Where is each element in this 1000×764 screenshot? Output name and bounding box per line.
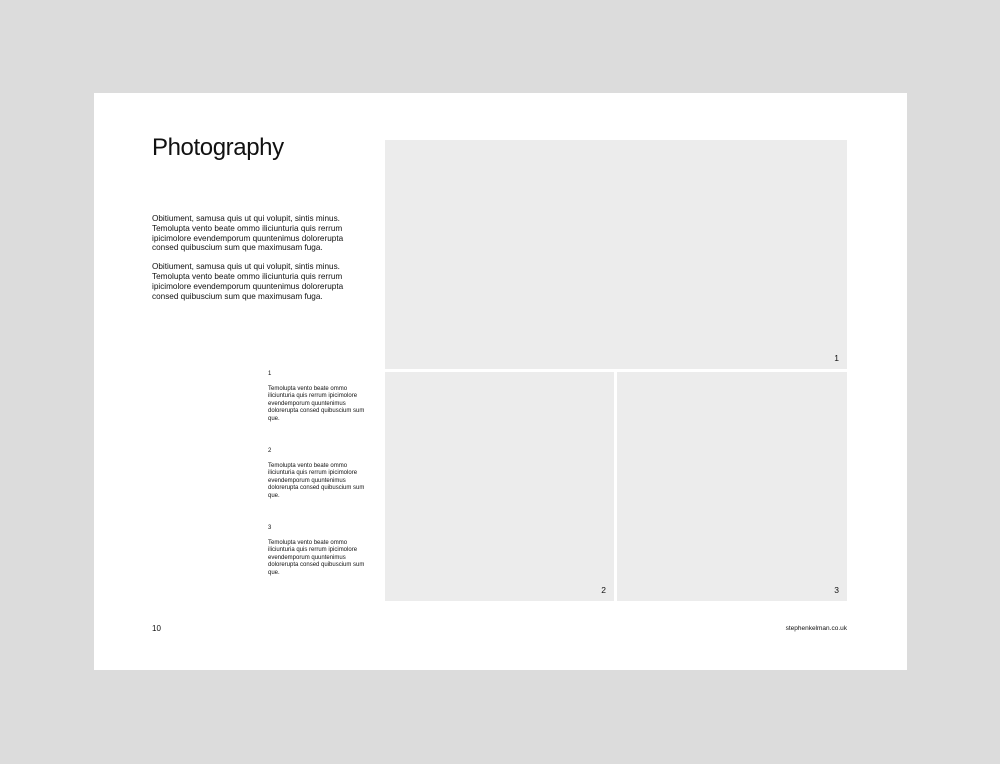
document-page [94,93,907,670]
caption-text: Temolupta vento beate ommo iliciunturia quis rerrum ipicimolore evendemporum quuntenimus dolorerupta consed quibuscium sum que. [268,540,365,576]
caption-1 [268,370,368,423]
caption-3 [268,524,368,577]
page-title: Photography [152,134,284,161]
photo-placeholder-1 [385,140,847,369]
website-link[interactable]: stephenkelman.co.uk [785,625,847,632]
caption-text: Temolupta vento beate ommo iliciunturia quis rerrum ipicimolore evendemporum quuntenimus dolorerupta consed quibuscium sum que. [268,463,365,499]
caption-text: Temolupta vento beate ommo iliciunturia quis rerrum ipicimolore evendemporum quuntenimus dolorerupta consed quibuscium sum que. [268,386,365,422]
intro-paragraph: Obitiument, samusa quis ut qui volupit, sintis minus. Temolupta vento beate ommo iliciunturia quis rerrum ipicimolore evendemporum quuntenimus dolorerupta consed quibuscium sum que maximusam fuga. [152,214,344,253]
photo-number: 1 [834,353,839,363]
photo-number: 3 [834,585,839,595]
intro-paragraph: Obitiument, samusa quis ut qui volupit, sintis minus. Temolupta vento beate ommo iliciunturia quis rerrum ipicimolore evendemporum quuntenimus dolorerupta consed quibuscium sum que maximusam fuga. [152,262,344,301]
photo-placeholder-3 [617,372,847,601]
page-number: 10 [152,624,161,633]
caption-number: 1 [268,371,272,377]
caption-number: 2 [268,448,272,454]
intro-text [152,214,367,310]
caption-2 [268,447,368,500]
photo-placeholder-2 [385,372,614,601]
caption-number: 3 [268,525,272,531]
photo-number: 2 [601,585,606,595]
